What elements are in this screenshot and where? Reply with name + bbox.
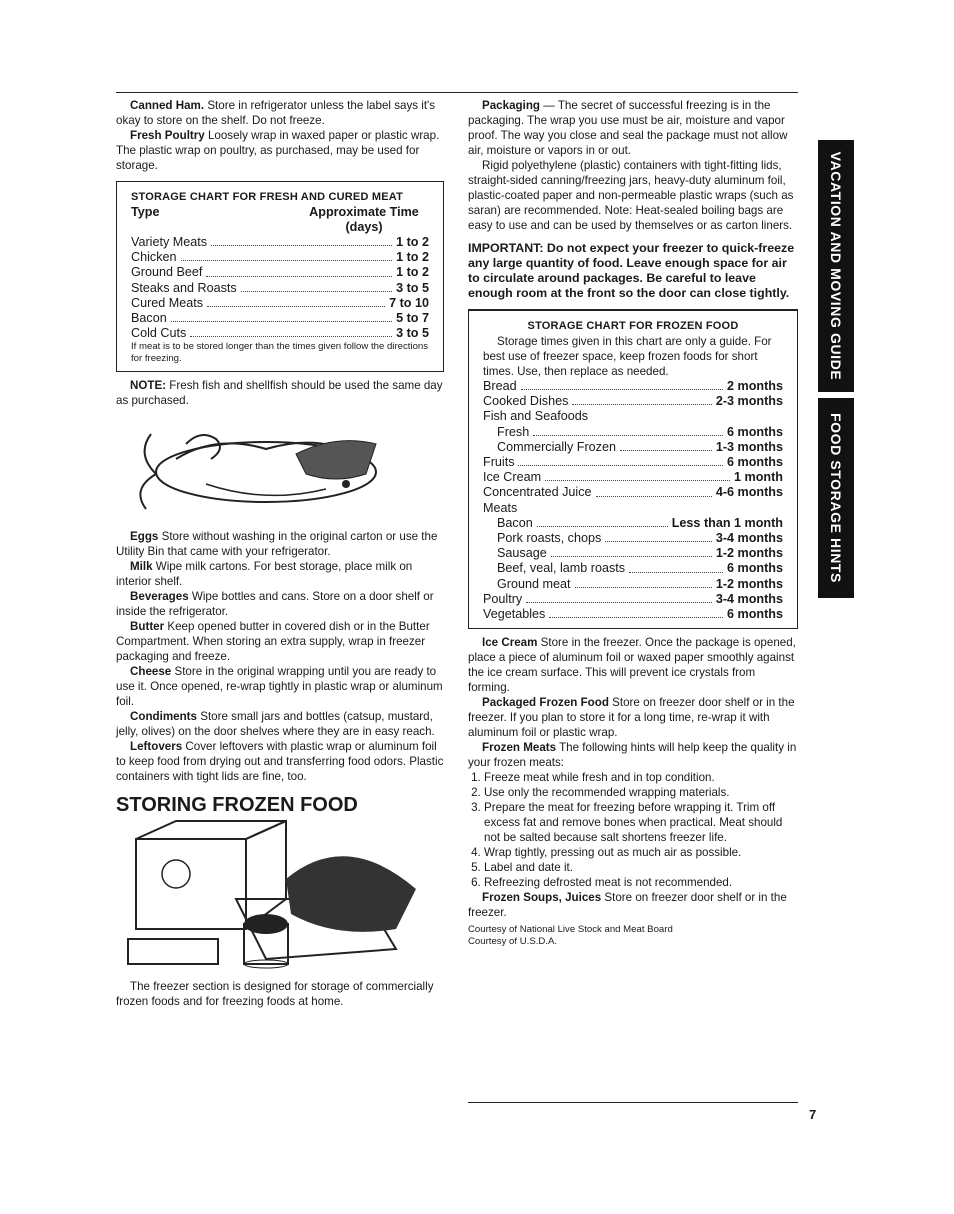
frozen-food-illustration <box>116 819 444 973</box>
meat-chart-rows <box>131 235 429 341</box>
frozen-chart-row <box>483 394 783 409</box>
milk-paragraph: Milk Wipe milk cartons. For best storage, place milk on interior shelf. <box>116 560 413 589</box>
frozen-chart-row <box>483 592 783 607</box>
chart-row-value: 6 months <box>727 424 783 439</box>
meat-chart-row <box>131 281 429 296</box>
meat-chart-row <box>131 250 429 265</box>
right-column <box>468 98 798 948</box>
courtesy-note-2: Courtesy of U.S.D.A. <box>468 936 558 948</box>
storing-frozen-food-heading: STORING FROZEN FOOD <box>116 794 358 817</box>
tab-vacation-moving-guide: VACATION AND MOVING GUIDE <box>818 140 854 392</box>
meat-chart-row <box>131 265 429 280</box>
leader-dots <box>620 440 712 451</box>
chart-row-value: 1-2 months <box>715 546 783 561</box>
frozen-chart-row <box>483 561 783 576</box>
frozen-chart-row <box>483 531 783 546</box>
meat-chart-row <box>131 326 429 341</box>
chart-row-label: Ice Cream <box>483 470 542 485</box>
eggs-paragraph: Eggs Store without washing in the original carton or use the Utility Bin that came with your refrigerator. <box>116 530 438 559</box>
frozen-meat-steps <box>468 770 798 890</box>
chart-row-value: 6 months <box>727 561 783 576</box>
page-number: 7 <box>809 1107 817 1122</box>
frozen-meats-paragraph: Frozen Meats The following hints will help keep the quality in your frozen meats: <box>468 741 797 770</box>
chart-row-label: Fish and Seafoods <box>483 409 589 424</box>
chart-row-label: Meats <box>483 500 518 515</box>
courtesy-note-1: Courtesy of National Live Stock and Meat Board <box>468 924 673 936</box>
ice-cream-paragraph: Ice Cream Store in the freezer. Once the package is opened, place a piece of aluminum foil or waxed paper smoothly against the ice cream surface. This will prevent ice crystals from forming. <box>468 636 796 695</box>
meat-chart-row <box>131 235 429 250</box>
meat-chart-row <box>131 296 429 311</box>
frozen-chart-intro: Storage times given in this chart are only a guide. For best use of freezer space, keep frozen foods for short times. Use, then replace as needed. <box>483 335 772 378</box>
frozen-meat-step: 2. Use only the recommended wrapping materials. <box>484 785 798 800</box>
frozen-storage-chart <box>468 309 798 629</box>
cheese-paragraph: Cheese Store in the original wrapping until you are ready to use it. Once opened, re-wrap tightly in plastic wrap or aluminum foil. <box>116 665 443 709</box>
frozen-meat-step: 1. Freeze meat while fresh and in top condition. <box>484 770 798 785</box>
chart-row-label: Concentrated Juice <box>483 485 592 500</box>
chart-row-label: Cold Cuts <box>131 326 187 341</box>
fish-illustration-icon <box>116 414 444 519</box>
freezer-food-packages-icon <box>116 819 444 969</box>
frozen-chart-title: STORAGE CHART FOR FROZEN FOOD <box>527 320 739 332</box>
chart-row-label: Ground meat <box>497 576 571 591</box>
frozen-chart-row <box>483 485 783 500</box>
frozen-chart-row <box>483 409 783 424</box>
tab-food-storage-hints: FOOD STORAGE HINTS <box>818 398 854 598</box>
chart-row-value: 5 to 7 <box>396 311 429 326</box>
chart-row-value: Less than 1 month <box>671 515 783 530</box>
chart-row-label: Fruits <box>483 455 515 470</box>
leader-dots <box>241 281 392 292</box>
chart-row-label: Variety Meats <box>131 235 208 249</box>
chart-row-value: 2-3 months <box>715 394 783 409</box>
leader-dots <box>575 577 712 588</box>
chart-row-value: 6 months <box>727 607 783 622</box>
meat-chart-footnote: If meat is to be stored longer than the times given follow the directions for freezing. <box>131 341 429 365</box>
top-rule <box>116 92 798 93</box>
leader-dots <box>211 235 392 246</box>
fresh-poultry-paragraph: Fresh Poultry Loosely wrap in waxed paper or plastic wrap. The plastic wrap on poultry, as purchased, may be used for storage. <box>116 129 440 172</box>
frozen-chart-row <box>483 607 783 622</box>
chart-row-label: Bacon <box>497 515 533 530</box>
chart-row-value: 3-4 months <box>715 591 783 606</box>
chart-row-value: 7 to 10 <box>389 295 429 310</box>
canned-ham-paragraph: Canned Ham. Store in refrigerator unless the label says it's okay to store on the shelf. Do not freeze. <box>116 99 436 127</box>
condiments-paragraph: Condiments Store small jars and bottles (catsup, mustard, jelly, olives) on the door shelves where they are in easy reach. <box>116 710 435 739</box>
chart-row-label: Chicken <box>131 250 177 265</box>
chart-row-label: Fresh <box>497 424 530 439</box>
chart-row-value: 3-4 months <box>715 531 783 546</box>
leader-dots <box>545 470 730 481</box>
leader-dots <box>521 379 723 390</box>
chart-row-label: Poultry <box>483 591 523 606</box>
chart-row-value: 1 to 2 <box>396 235 429 249</box>
frozen-meat-step: 5. Label and date it. <box>484 860 798 875</box>
chart-row-label: Steaks and Roasts <box>131 280 237 295</box>
frozen-meat-step: 4. Wrap tightly, pressing out as much air as possible. <box>484 845 798 860</box>
important-paragraph: IMPORTANT: Do not expect your freezer to quick-freeze any large quantity of food. Leave enough space for air to circulate around packages. Be careful to leave enough room at the front so the door can close tightly. <box>468 241 795 300</box>
frozen-chart-row <box>483 455 783 470</box>
leader-dots <box>533 425 723 436</box>
leader-dots <box>171 311 392 322</box>
chart-row-value: 1 to 2 <box>396 265 429 280</box>
beverages-paragraph: Beverages Wipe bottles and cans. Store on a door shelf or inside the refrigerator. <box>116 590 434 619</box>
chart-row-value: 4-6 months <box>715 485 783 500</box>
meat-storage-chart <box>116 181 444 372</box>
frozen-chart-row <box>483 440 783 455</box>
leftovers-paragraph: Leftovers Cover leftovers with plastic wrap or aluminum foil to keep food from drying out and transferring food odors. Plastic containers with tight lids are fine, too. <box>116 740 444 784</box>
leader-dots <box>537 516 668 527</box>
frozen-chart-row <box>483 425 783 440</box>
chart-row-label: Bacon <box>131 311 167 326</box>
chart-row-value: 1-3 months <box>715 439 783 454</box>
leader-dots <box>629 561 723 572</box>
freezer-section-paragraph: The freezer section is designed for storage of commercially frozen foods and for freezing foods at home. <box>116 980 434 1009</box>
leader-dots <box>518 455 723 466</box>
chart-row-label: Beef, veal, lamb roasts <box>497 561 626 576</box>
frozen-chart-row <box>483 516 783 531</box>
leader-dots <box>549 607 723 618</box>
frozen-chart-row <box>483 379 783 394</box>
meat-chart-title: STORAGE CHART FOR FRESH AND CURED MEAT <box>131 191 404 203</box>
chart-row-label: Commercially Frozen <box>497 439 616 454</box>
leader-dots <box>181 250 393 261</box>
leader-dots <box>207 296 385 307</box>
frozen-chart-rows <box>483 379 783 622</box>
leader-dots <box>206 265 392 276</box>
note-paragraph: NOTE: Fresh fish and shellfish should be used the same day as purchased. <box>116 379 443 408</box>
bottom-rule <box>468 1102 798 1103</box>
meat-chart-header: Type Approximate Time (days) <box>131 205 419 234</box>
chart-row-value: 1 month <box>734 470 783 485</box>
frozen-chart-row <box>483 501 783 516</box>
packaged-frozen-food-paragraph: Packaged Frozen Food Store on freezer door shelf or in the freezer. If you plan to store it for a long time, re-wrap it with aluminum foil or plastic wrap. <box>468 696 795 740</box>
chart-row-label: Sausage <box>497 546 547 561</box>
chart-row-value: 3 to 5 <box>396 280 429 295</box>
chart-row-value: 6 months <box>727 455 783 470</box>
chart-row-value: 3 to 5 <box>396 326 429 341</box>
frozen-soups-paragraph: Frozen Soups, Juices Store on freezer door shelf or in the freezer. <box>468 891 787 920</box>
chart-row-label: Pork roasts, chops <box>497 531 602 546</box>
frozen-chart-row <box>483 546 783 561</box>
leader-dots <box>551 546 712 557</box>
chart-row-label: Cooked Dishes <box>483 394 569 409</box>
frozen-meat-step: 6. Refreezing defrosted meat is not recommended. <box>484 875 798 890</box>
butter-paragraph: Butter Keep opened butter in covered dish or in the Butter Compartment. When storing an extra supply, wrap in freezer packaging and freeze. <box>116 620 430 664</box>
chart-row-value: 2 months <box>727 379 783 393</box>
frozen-meat-step: 3. Prepare the meat for freezing before wrapping it. Trim off excess fat and remove bones when practical. Meat should not be salted because salt shortens freezer life. <box>484 800 798 845</box>
chart-row-value: 1-2 months <box>715 576 783 591</box>
seafood-illustration <box>116 414 444 523</box>
frozen-chart-row <box>483 470 783 485</box>
leader-dots <box>596 485 712 496</box>
chart-row-value: 1 to 2 <box>396 250 429 265</box>
chart-row-label: Cured Meats <box>131 295 204 310</box>
leader-dots <box>605 531 712 542</box>
chart-row-label: Vegetables <box>483 607 546 622</box>
left-column <box>116 98 444 1009</box>
meat-chart-row <box>131 311 429 326</box>
chart-row-label: Bread <box>483 379 517 393</box>
chart-row-label: Ground Beef <box>131 265 203 280</box>
leader-dots <box>526 592 712 603</box>
rigid-containers-paragraph: Rigid polyethylene (plastic) containers with tight-fitting lids, straight-sided canning/freezing jars, heavy-duty aluminum foil, plastic-coated paper and non-permeable plastic wraps (such as saran) are recommended. Note: Heat-sealed boiling bags are easy to use and can be used by themselves or as carton liners. <box>468 159 794 232</box>
leader-dots <box>190 326 392 337</box>
leader-dots <box>572 394 711 405</box>
frozen-chart-row <box>483 577 783 592</box>
packaging-paragraph: Packaging — The secret of successful freezing is in the packaging. The wrap you use must be air, moisture and vapor proof. The way you close and seal the package must not allow air, moisture or vapors in or out. <box>468 99 788 157</box>
